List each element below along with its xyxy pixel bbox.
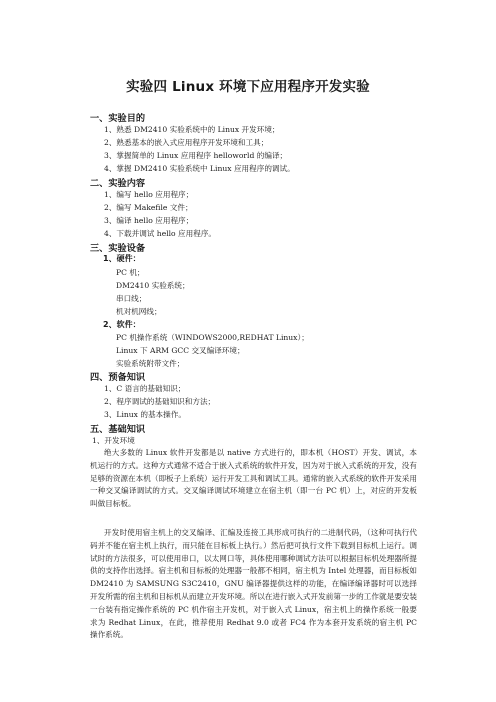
list-item: DM2410 实验系统； <box>116 281 190 290</box>
section-heading-basics: 五、基础知识 <box>90 424 146 435</box>
section-heading-equipment: 三、实验设备 <box>90 243 146 254</box>
list-item: Linux 下 ARM GCC 交叉编译环境； <box>116 346 245 355</box>
section-heading-purpose: 一、实验目的 <box>90 113 146 124</box>
subheading-hardware: 1、硬件： <box>103 254 141 263</box>
list-item: PC 机操作系统（WINDOWS2000,REDHAT Linux）； <box>116 333 309 342</box>
paragraph: 开发时使用宿主机上的交叉编译、汇编及连接工具形成可执行的二进制代码，（这种可执行代码并不能在宿主机上执行，而只能在目标板上执行。）然后把可执行文件下载到目标机上运行。调试时的方法很多，可以使用串口，以太网口等，具体使用哪种调试方法可以根据目标机处理器所提供的支持作出选择。宿主机和目标板的处理器一般都不相同，宿主机为 Intel 处理器，而目标板如 DM2410 为 SAMSUNG S3C2410，GNU 编译器提供这样的功能，在编译编译器时可以选择开发所需的宿主机和目标机从而建立开发环境。所以在进行嵌入式开发前第一步的工作就是要安装一台装有指定操作系统的 PC 机作宿主开发机，对于嵌入式 Linux，宿主机上的操作系统一般要求为 Redhat Linux，在此，推荐使用 Redhat 9.0 或者 FC4 作为本套开发系统的宿主机 PC 操作系统。 <box>90 528 417 640</box>
paragraph: 绝大多数的 Linux 软件开发都是以 native 方式进行的，即本机（HOST）开发、调试，本机运行的方式。这种方式通常不适合于嵌入式系统的软件开发，因为对于嵌入式系统的开发，没有足够的资源在本机（即板子上系统）运行开发工具和调试工具。通常的嵌入式系统的软件开发采用一种交叉编译调试的方式。交叉编译调试环境建立在宿主机（即一台 PC 机）上，对应的开发板叫做目标板。 <box>90 448 417 509</box>
page-title: 实验四 Linux 环境下应用程序开发实验 <box>126 79 370 95</box>
list-item: 机对机网线； <box>116 307 162 316</box>
subheading-dev-environment: 1、开发环境 <box>92 436 135 445</box>
list-item: 3、Linux 的基本操作。 <box>104 410 186 419</box>
list-item: 2、编写 Makefile 文件； <box>104 203 193 212</box>
section-heading-content: 二、实验内容 <box>90 178 146 189</box>
list-item: 1、C 语言的基础知识； <box>104 384 186 393</box>
list-item: 1、编写 hello 应用程序； <box>104 190 194 199</box>
list-item: 2、熟悉基本的嵌入式应用程序开发环境和工具； <box>104 138 269 147</box>
list-item: 3、编译 hello 应用程序； <box>104 216 194 225</box>
list-item: 4、下载并调试 hello 应用程序。 <box>104 229 217 238</box>
list-item: 串口线； <box>116 294 147 303</box>
list-item: 实验系统附带文件； <box>116 359 185 368</box>
section-heading-prerequisites: 四、预备知识 <box>90 372 146 383</box>
list-item: 3、掌握简单的 Linux 应用程序 helloworld 的编译； <box>104 151 288 160</box>
subheading-software: 2、软件： <box>103 320 141 329</box>
list-item: 4、掌握 DM2410 实验系统中 Linux 应用程序的调试。 <box>104 164 295 173</box>
list-item: 2、程序调试的基础知识和方法； <box>104 397 216 406</box>
list-item: PC 机； <box>116 268 145 277</box>
list-item: 1、熟悉 DM2410 实验系统中的 Linux 开发环境； <box>104 125 280 134</box>
